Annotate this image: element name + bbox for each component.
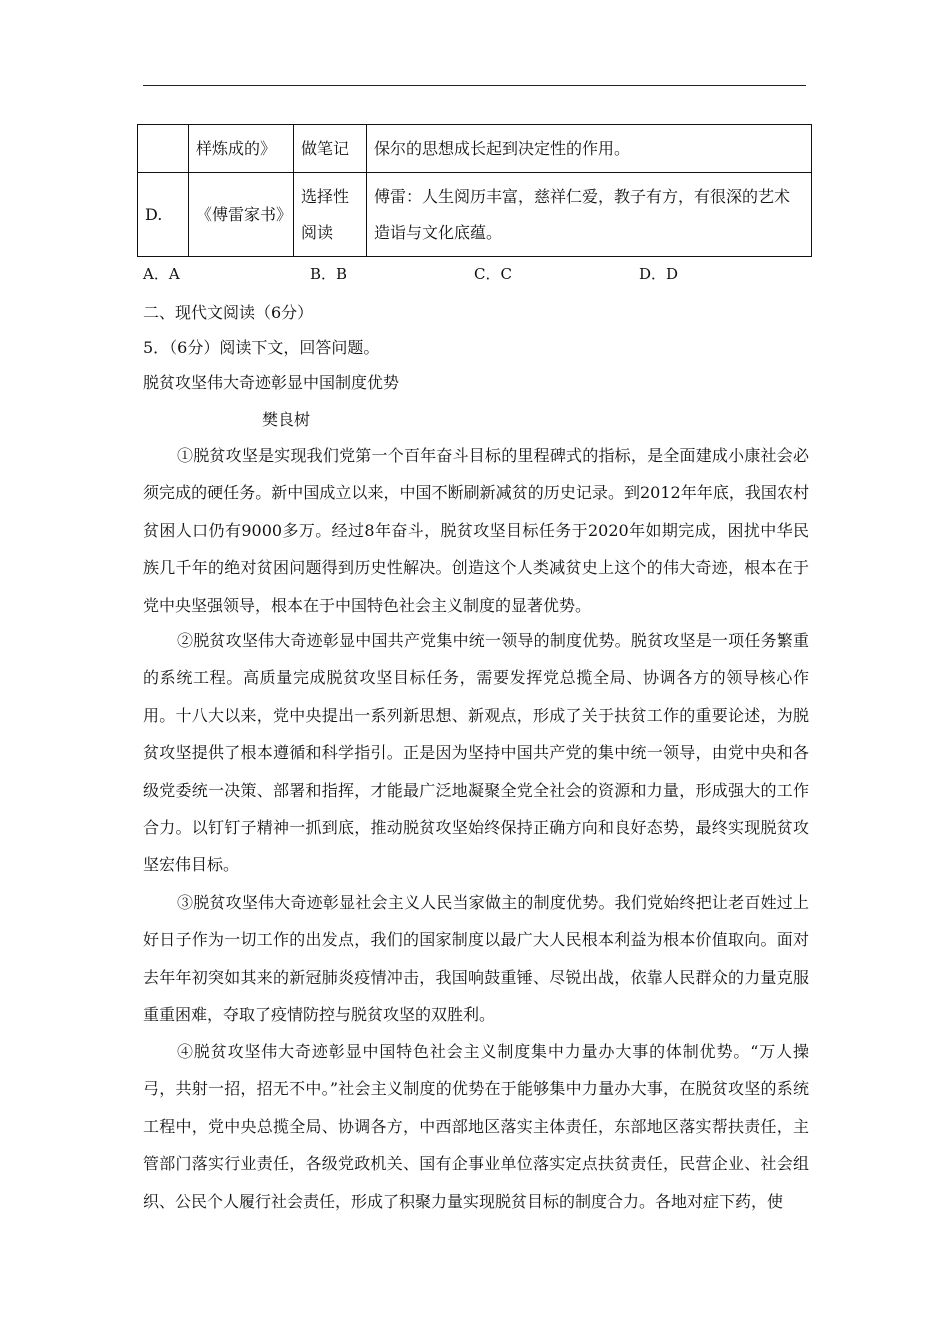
paragraph-4: ④脱贫攻坚伟大奇迹彰显中国特色社会主义制度集中力量办大事的体制优势。“万人操弓，共射一招，招无不中。”社会主义制度的优势在于能够集中力量办大事，在脱贫攻坚的系统工程中，党中央总揽全局、协调各方，中西部地区落实主体责任，东部地区落实帮扶责任，主管部门落实行业责任，各级党政机关、国有企事业单位落实定点扶贫责任，民营企业、社会组织、公民个人履行社会责任，形成了积聚力量实现脱贫目标的制度合力。各地对症下药，使: [143, 1042, 809, 1211]
table-row: [138, 125, 812, 173]
table-cell: 做笔记: [294, 125, 367, 173]
choice-a[interactable]: A．A: [143, 265, 180, 283]
article-title: 脱贫攻坚伟大奇迹彰显中国制度优势: [143, 373, 400, 392]
table-cell: 保尔的思想成长起到决定性的作用。: [367, 125, 812, 173]
choice-c[interactable]: C．C: [474, 265, 512, 283]
paragraph-2: ②脱贫攻坚伟大奇迹彰显中国共产党集中统一领导的制度优势。脱贫攻坚是一项任务繁重的系统工程。高质量完成脱贫攻坚目标任务，需要发挥党总揽全局、协调各方的领导核心作用。十八大以来，党中央提出一系列新思想、新观点，形成了关于扶贫工作的重要论述，为脱贫攻坚提供了根本遵循和科学指引。正是因为坚持中国共产党的集中统一领导，由党中央和各级党委统一决策、部署和指挥，才能最广泛地凝聚全党全社会的资源和力量，形成强大的工作合力。以钉钉子精神一抓到底，推动脱贫攻坚始终保持正确方向和良好态势，最终实现脱贫攻坚宏伟目标。: [143, 631, 809, 875]
choice-b[interactable]: B．B: [310, 265, 348, 283]
table-row: [138, 173, 812, 257]
paragraph-1: ①脱贫攻坚是实现我们党第一个百年奋斗目标的里程碑式的指标，是全面建成小康社会必须完成的硬任务。新中国成立以来，中国不断刷新减贫的历史记录。到2012年年底，我国农村贫困人口仍有9000多万。经过8年奋斗，脱贫攻坚目标任务于2020年如期完成，困扰中华民族几千年的绝对贫困问题得到历史性解决。创造这个人类减贫史上这个的伟大奇迹，根本在于党中央坚强领导，根本在于中国特色社会主义制度的显著优势。: [143, 446, 809, 615]
question-prompt: 5．（6分）阅读下文，回答问题。: [143, 338, 380, 357]
article-author: 樊良树: [262, 410, 311, 429]
choice-d[interactable]: D．D: [639, 265, 679, 283]
options-table: [137, 124, 812, 257]
table-cell: 傅雷：人生阅历丰富，慈祥仁爱，教子有方，有很深的艺术造诣与文化底蕴。: [367, 173, 812, 257]
table-cell: 样炼成的》: [189, 125, 294, 173]
section-heading: 二、现代文阅读（6分）: [143, 303, 314, 322]
paragraph-3: ③脱贫攻坚伟大奇迹彰显社会主义人民当家做主的制度优势。我们党始终把让老百姓过上好日子作为一切工作的出发点，我们的国家制度以最广大人民根本利益为根本价值取向。面对去年年初突如其来的新冠肺炎疫情冲击，我国响鼓重锤、尽锐出战，依靠人民群众的力量克服重重困难，夺取了疫情防控与脱贫攻坚的双胜利。: [143, 893, 809, 1025]
table-cell: 选择性阅读: [294, 173, 367, 257]
table-cell: 《傅雷家书》: [189, 173, 294, 257]
table-cell: D.: [138, 173, 189, 257]
header-rule: [143, 85, 806, 86]
table-cell: [138, 125, 189, 173]
